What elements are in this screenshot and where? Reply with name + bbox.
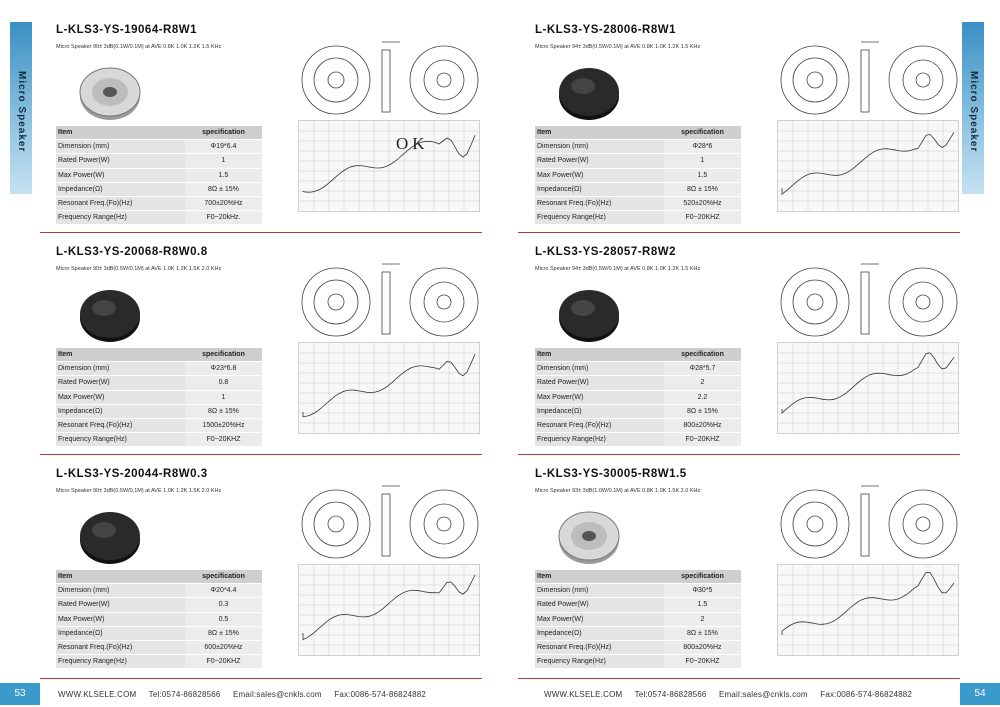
product-photo <box>553 54 625 126</box>
footer-tel: Tel:0574-86828566 <box>148 690 221 699</box>
spec-row <box>56 640 262 654</box>
ok-mark: OK <box>396 134 429 153</box>
frequency-response-graph <box>777 564 959 656</box>
spec-table <box>56 570 262 669</box>
spec-value: 0.3 <box>185 598 262 612</box>
spec-row <box>535 182 741 196</box>
spec-row <box>535 154 741 168</box>
footer-email[interactable]: Email:sales@cnkls.com <box>719 690 808 699</box>
header-spec: specification <box>664 126 741 140</box>
header-spec: specification <box>185 126 262 140</box>
spec-item: Impedance(Ω) <box>535 626 664 640</box>
spec-row <box>535 196 741 210</box>
spec-value: 1500±20%Hz <box>185 418 262 432</box>
spec-value: 600±20%Hz <box>185 640 262 654</box>
spec-row <box>56 598 262 612</box>
spec-header-row <box>535 126 741 140</box>
frequency-response-graph <box>298 564 480 656</box>
spec-value: 8Ω ± 15% <box>664 626 741 640</box>
spec-value: F0~20KHZ <box>185 655 262 669</box>
dimension-drawing <box>775 30 965 130</box>
spec-item: Frequency Range(Hz) <box>56 655 185 669</box>
spec-value: Φ28*5.7 <box>664 362 741 376</box>
spec-item: Max Power(W) <box>535 612 664 626</box>
spec-item: Impedance(Ω) <box>535 404 664 418</box>
spec-value: 2.2 <box>664 390 741 404</box>
spec-value: Φ28*6 <box>664 140 741 154</box>
spec-row <box>535 140 741 154</box>
header-item: Item <box>56 570 185 584</box>
spec-row <box>56 418 262 432</box>
spec-row <box>56 655 262 669</box>
footer-left <box>58 690 436 699</box>
spec-item: Rated Power(W) <box>56 376 185 390</box>
spec-row <box>535 168 741 182</box>
spec-row <box>535 211 741 225</box>
spec-table <box>56 126 262 225</box>
spec-row <box>535 612 741 626</box>
frequency-response-graph <box>777 342 959 434</box>
product-photo <box>74 54 146 126</box>
frequency-response-graph <box>298 120 480 212</box>
spec-value: F0~20KHZ <box>664 433 741 447</box>
product-subtitle: Micro Speaker 90± 3dB(0.5W/0.1M) at AVE 1.0K 1.2K 1.5K 2.0 KHz <box>56 266 222 272</box>
product-section <box>535 468 965 678</box>
spec-row <box>56 211 262 225</box>
product-section <box>56 246 486 456</box>
spec-value: 1 <box>185 154 262 168</box>
spec-item: Rated Power(W) <box>535 376 664 390</box>
side-tab-label: Micro Speaker <box>968 71 979 153</box>
spec-item: Frequency Range(Hz) <box>535 433 664 447</box>
spec-item: Impedance(Ω) <box>56 404 185 418</box>
product-photo <box>74 498 146 570</box>
product-model: L-KLS3-YS-28006-R8W1 <box>535 24 677 36</box>
header-spec: specification <box>185 570 262 584</box>
spec-header-row <box>56 126 262 140</box>
spec-row <box>56 584 262 598</box>
spec-item: Rated Power(W) <box>535 598 664 612</box>
spec-value: 8Ω ± 15% <box>185 404 262 418</box>
spec-item: Dimension (mm) <box>535 362 664 376</box>
product-model: L-KLS3-YS-30005-R8W1.5 <box>535 468 687 480</box>
spec-item: Max Power(W) <box>56 168 185 182</box>
spec-row <box>535 640 741 654</box>
spec-item: Resonant Freq.(Fo)(Hz) <box>56 418 185 432</box>
spec-table <box>535 570 741 669</box>
product-photo <box>553 498 625 570</box>
spec-row <box>535 655 741 669</box>
spec-row <box>535 433 741 447</box>
spec-value: 1.5 <box>185 168 262 182</box>
footer-fax: Fax:0086-574-86824882 <box>334 690 427 699</box>
spec-value: 8Ω ± 15% <box>664 182 741 196</box>
spec-value: 0.5 <box>185 612 262 626</box>
spec-row <box>56 404 262 418</box>
spec-value: 0.8 <box>185 376 262 390</box>
product-model: L-KLS3-YS-28057-R8W2 <box>535 246 677 258</box>
divider <box>40 454 482 455</box>
spec-item: Rated Power(W) <box>56 598 185 612</box>
header-spec: specification <box>664 348 741 362</box>
spec-item: Impedance(Ω) <box>56 626 185 640</box>
spec-item: Dimension (mm) <box>535 140 664 154</box>
spec-row <box>535 376 741 390</box>
spec-value: F0~20KHZ <box>185 433 262 447</box>
footer-email[interactable]: Email:sales@cnkls.com <box>233 690 322 699</box>
spec-table <box>535 126 741 225</box>
spec-value: 1.5 <box>664 598 741 612</box>
divider <box>518 678 960 679</box>
spec-item: Frequency Range(Hz) <box>535 211 664 225</box>
product-model: L-KLS3-YS-20044-R8W0.3 <box>56 468 208 480</box>
spec-row <box>56 626 262 640</box>
footer-fax: Fax:0086-574-86824882 <box>820 690 913 699</box>
spec-value: 8Ω ± 15% <box>185 182 262 196</box>
spec-item: Dimension (mm) <box>535 584 664 598</box>
spec-value: 8Ω ± 15% <box>185 626 262 640</box>
product-section <box>56 24 486 234</box>
spec-value: Φ30*5 <box>664 584 741 598</box>
dimension-drawing <box>296 474 486 574</box>
product-model: L-KLS3-YS-19064-R8W1 <box>56 24 198 36</box>
spec-item: Max Power(W) <box>535 390 664 404</box>
spec-row <box>56 433 262 447</box>
product-section <box>535 24 965 234</box>
spec-row <box>56 390 262 404</box>
spec-row <box>56 182 262 196</box>
spec-row <box>56 196 262 210</box>
spec-value: F0~20kHz. <box>185 211 262 225</box>
spec-header-row <box>535 570 741 584</box>
spec-row <box>535 390 741 404</box>
spec-row <box>535 362 741 376</box>
divider <box>40 678 482 679</box>
frequency-response-graph <box>777 120 959 212</box>
page-number-right: 54 <box>960 683 1000 705</box>
footer-website[interactable]: WWW.KLSELE.COM <box>544 690 623 699</box>
spec-item: Impedance(Ω) <box>535 182 664 196</box>
header-item: Item <box>56 126 185 140</box>
spec-row <box>56 612 262 626</box>
header-item: Item <box>535 348 664 362</box>
spec-item: Dimension (mm) <box>56 140 185 154</box>
product-photo <box>74 276 146 348</box>
spec-item: Resonant Freq.(Fo)(Hz) <box>56 640 185 654</box>
spec-item: Frequency Range(Hz) <box>56 211 185 225</box>
spec-value: 1 <box>185 390 262 404</box>
spec-value: Φ19*6.4 <box>185 140 262 154</box>
dimension-drawing <box>775 252 965 352</box>
product-section <box>56 468 486 678</box>
spec-value: Φ23*6.8 <box>185 362 262 376</box>
spec-value: F0~20KHZ <box>664 211 741 225</box>
spec-header-row <box>56 348 262 362</box>
header-spec: specification <box>185 348 262 362</box>
spec-row <box>535 418 741 432</box>
footer-tel: Tel:0574-86828566 <box>634 690 707 699</box>
spec-value: Φ20*4.4 <box>185 584 262 598</box>
spec-item: Dimension (mm) <box>56 362 185 376</box>
header-item: Item <box>535 126 664 140</box>
spec-value: 800±20%Hz <box>664 640 741 654</box>
spec-item: Resonant Freq.(Fo)(Hz) <box>535 196 664 210</box>
spec-value: 1 <box>664 154 741 168</box>
spec-item: Frequency Range(Hz) <box>535 655 664 669</box>
spec-header-row <box>56 570 262 584</box>
spec-item: Rated Power(W) <box>56 154 185 168</box>
spec-header-row <box>535 348 741 362</box>
spec-row <box>56 376 262 390</box>
dimension-drawing <box>296 252 486 352</box>
spec-value: 2 <box>664 376 741 390</box>
spec-item: Max Power(W) <box>56 390 185 404</box>
product-subtitle: Micro Speaker 90± 3dB(0.1W/0.1M) at AVE 0.8K 1.0K 1.2K 1.5 KHz <box>56 44 222 50</box>
divider <box>518 454 960 455</box>
header-item: Item <box>535 570 664 584</box>
product-subtitle: Micro Speaker 93± 3dB(1.0W/0.1M) at AVE 0.8K 1.0K 1.5K 2.0 KHz <box>535 488 701 494</box>
dimension-drawing <box>775 474 965 574</box>
frequency-response-graph <box>298 342 480 434</box>
header-spec: specification <box>664 570 741 584</box>
spec-value: 8Ω ± 15% <box>664 404 741 418</box>
product-photo <box>553 276 625 348</box>
spec-value: 2 <box>664 612 741 626</box>
footer-website[interactable]: WWW.KLSELE.COM <box>58 690 137 699</box>
spec-value: 700±20%Hz <box>185 196 262 210</box>
product-subtitle: Micro Speaker 94± 3dB(0.5W/0.1M) at AVE 0.8K 1.0K 1.2K 1.5 KHz <box>535 266 701 272</box>
spec-item: Max Power(W) <box>56 612 185 626</box>
divider <box>40 232 482 233</box>
spec-item: Impedance(Ω) <box>56 182 185 196</box>
spec-row <box>535 598 741 612</box>
page-number-left: 53 <box>0 683 40 705</box>
spec-row <box>56 168 262 182</box>
side-tab-right <box>962 22 984 194</box>
spec-row <box>56 154 262 168</box>
spec-value: 1.5 <box>664 168 741 182</box>
spec-item: Dimension (mm) <box>56 584 185 598</box>
spec-item: Frequency Range(Hz) <box>56 433 185 447</box>
spec-item: Resonant Freq.(Fo)(Hz) <box>56 196 185 210</box>
spec-value: F0~20KHZ <box>664 655 741 669</box>
divider <box>518 232 960 233</box>
spec-row <box>535 626 741 640</box>
header-item: Item <box>56 348 185 362</box>
product-model: L-KLS3-YS-20068-R8W0.8 <box>56 246 208 258</box>
spec-row <box>535 404 741 418</box>
product-subtitle: Micro Speaker 90± 3dB(0.5W/0.1M) at AVE 1.0K 1.2K 1.5K 2.0 KHz <box>56 488 222 494</box>
spec-row <box>56 140 262 154</box>
spec-row <box>56 362 262 376</box>
footer-right <box>544 690 922 699</box>
side-tab-left <box>10 22 32 194</box>
product-subtitle: Micro Speaker 94± 3dB(0.5W/0.1M) at AVE 0.8K 1.0K 1.2K 1.5 KHz <box>535 44 701 50</box>
spec-table <box>535 348 741 447</box>
spec-item: Max Power(W) <box>535 168 664 182</box>
spec-item: Resonant Freq.(Fo)(Hz) <box>535 640 664 654</box>
side-tab-label: Micro Speaker <box>16 71 27 153</box>
spec-table <box>56 348 262 447</box>
spec-row <box>535 584 741 598</box>
spec-item: Rated Power(W) <box>535 154 664 168</box>
spec-value: 800±20%Hz <box>664 418 741 432</box>
spec-value: 520±20%Hz <box>664 196 741 210</box>
product-section <box>535 246 965 456</box>
dimension-drawing <box>296 30 486 130</box>
spec-item: Resonant Freq.(Fo)(Hz) <box>535 418 664 432</box>
